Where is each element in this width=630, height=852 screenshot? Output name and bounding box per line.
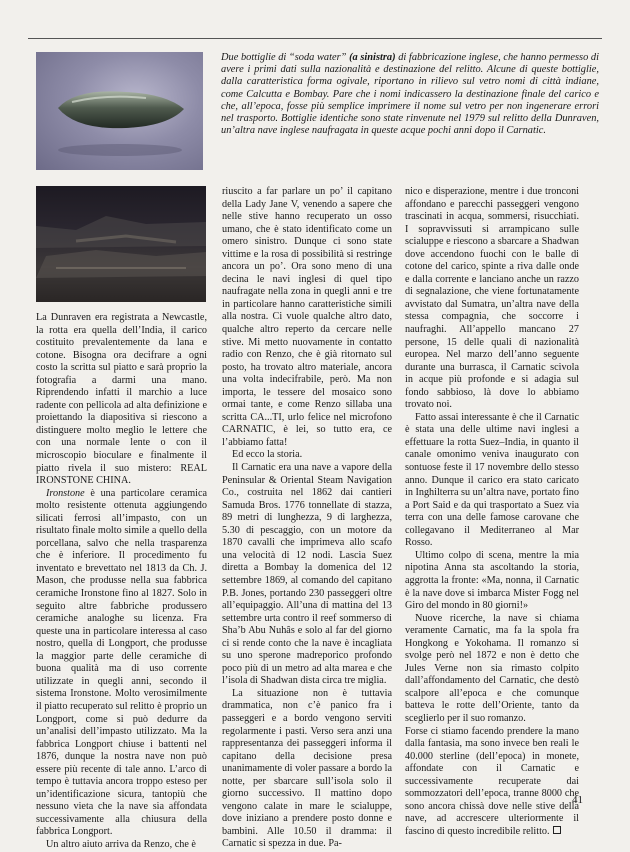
paragraph: Nuove ricerche, la nave si chiama veramente Carnatic, ma fa la spola fra Hongkong e Yokohama. Il romanzo si svolge però nel 1872 e non è detto che Jules Verne non sia rimasto colpito dall’affondamento del Carnatic, che destò scalpore all’epoca e che comunque batteva le rotte dell’Oriente, tanto da sceglierlo per il suo romanzo.	[405, 612, 579, 724]
paragraph: riuscito a far parlare un po’ il capitano della Lady Jane V, venendo a sapere che nelle stive hanno recuperato un osso umano, che è stato identificato come un omero sinistro. Dunque ci sono state vittime e la rosa di possibilità si restringe ancora un po’. Ora sono meno di una decina le navi inglesi di quel tipo naufragate nella zona in quegli anni e tre in particolare hanno caratteristiche simili alla nostra. Ci vuole qualche altro dato, qualche altro reperto da cercare nelle stive. Mi metto nuovamente in contatto radio con Renzo, che è già ritornato sul posto, ha trovato altro materiale, ancora una volta indecifrabile, però. Ma non importa, le tessere del mosaico sono ormai tante, e come Renzo sillaba una scritta CA...TI, urlo felice nel microfono CARNATIC, è lei, so tutto era, ce l’abbiamo fatta!	[222, 186, 392, 448]
paragraph: Ultimo colpo di scena, mentre la mia nipotina Anna sta ascoltando la storia, aggrotta la fronte: «Ma, nonna, il Carnatic è la nave dove si imbarca Mister Fogg nel Giro del mondo in 80 giorni!»	[405, 549, 579, 612]
paragraph: Un altro aiuto arriva da Renzo, che è	[46, 838, 196, 850]
paragraph: La Dunraven era registrata a Newcastle, la rotta era quella dell’India, il carico costituito prevalentemente da lana e cotone. Bisogna ora decifrare a ogni costo la scritta sul piatto e sarà proprio la fotografia a darmi una mano. Riprendendo infatti il marchio a luce radente con pellicola ad alta definizione e proiettando la diapositiva si riescono a distinguere molto meglio le lettere che con una normale lente o con il microscopio bioculare e finalmente il piatto rivela il suo mistero: REAL IRONSTONE CHINA.	[36, 312, 207, 487]
paragraph: Fatto assai interessante è che il Carnatic è stata una delle ultime navi inglesi a effettuare la rotta Suez–India, in quanto il canale omonimo veniva inaugurato con sontuose feste il 17 novembre dello stesso anno. Dunque il carico era stato caricato in Inghilterra su un’altra nave, portato fino a Port Said e da qui trasportato a Suez via terra con una delle famose carovane che collegavano il Mediterraneo al Mar Rosso.	[405, 411, 579, 549]
soda-bottle-photo	[36, 52, 203, 170]
text-column-3	[405, 186, 579, 838]
paragraph: Forse ci stiamo facendo prendere la mano dalla fantasia, ma sono invece ben reali le 40.000 sterline (dell’epoca) in monete, affondate con il Carnatic e successivamente recuperate dai sommozzatori dell’epoca, tranne 8000 che sono ancora chissà dove nelle stive della nave, ad accrescere ulteriormente il fascino di questo incredibile relitto.	[405, 725, 579, 837]
text-column-2	[222, 186, 392, 851]
top-rule	[28, 38, 602, 39]
caption-bold: (a sinistra)	[349, 52, 396, 63]
wreck-underwater-photo	[36, 186, 206, 302]
paragraph: Ed ecco la storia.	[232, 449, 303, 461]
page-number: 41	[572, 794, 583, 806]
paragraph: nico e disperazione, mentre i due tronconi affondano e parecchi passeggeri vengono trascinati in acqua, sommersi, risucchiati. I sopravvissuti si arrampicano sulle scialuppe e riescono a sbarcare a Shadwan dove accendono fuochi con le balle di cotone del carico, spinte a riva dalle onde e dalla corrente e lanciano anche un razzo di segnalazione, che viene fortunatamente avvistato dal Sumatra, un’altra nave della stessa compagnia, che soccorre i naufraghi. All’appello mancano 27 persone, 15 delle quali di nazionalità europea. Nel marzo dell’anno seguente durante una burrasca, il Carnatic scivola in acque più profonde e si adagia sul fondo sabbioso, là dove lo abbiamo trovato noi.	[405, 186, 579, 411]
paragraph: Ironstone è una particolare ceramica molto resistente ottenuta aggiungendo silicati ferrosi all’impasto, con un risultato finale molto simile a quello della porcellana, salvo che nella trasparenza che è inferiore. Il procedimento fu inventato e brevettato nel 1813 da Ch. J. Mason, che produsse nella sua fabbrica ceramiche Ironstone fino al 1827. Solo in seguito altre fabbriche produssero ceramiche analoghe su licenza. Fra queste una in particolare interessa al caso nostro, quella di Longport, che produsse la maggior parte delle ceramiche di buona qualità ma di uso corrente utilizzate in quegli anni, secondo il sistema Ironstone. Molto verosimilmente il piatto recuperato sul relitto è proprio un Longport, come si può dedurre da un’analisi dell’impasto utilizzato. Ma la fabbrica Longport chiuse i battenti nel 1876, dunque la nostra nave non può essere più recente di tale anno. L’arco di tempo è tuttavia ancora troppo esteso per un’identificazione sicura, tantopiù che nessuno vieta che la nave sia affondata successivamente alla chiusura della fabbrica Longport.	[36, 487, 207, 838]
paragraph: Il Carnatic era una nave a vapore della Peninsular & Oriental Steam Navigation Co., costruita nel 1862 dai cantieri Samuda Bros. 1776 tonnellate di stazza, 89 metri di lunghezza, 9 di larghezza, 5.30 di pescaggio, con un motore da 1870 cavalli che imprimeva allo scafo una velocità di 12 nodi. Lascia Suez diretta a Bombay la domenica del 12 settembre 1869, al comando del capitano P.B. Jones, portando 230 passeggeri oltre all’equipaggio. All’una di mattina del 13 settembre urta contro il reef sommerso di Sha’b Abu Nuhâs e solo al far del giorno ci si rende conto che la nave è incagliata su uno sperone madreporico profondo poco più di un metro ad alta marea e che l’isola di Shadwan dista circa tre miglia.	[222, 462, 392, 687]
text-column-1	[36, 312, 207, 852]
photo-caption: Due bottiglie di “soda water” (a sinistra) di fabbricazione inglese, che hanno permesso di avere i primi dati sulla nazionalità e destinazione del relitto. Alcune di queste bottiglie, dalla caratteristica forma ogivale, riportano in rilievo sul vetro nomi di città indiane, come Calcutta e Bombay. Pare che i nomi indicassero la destinazione finale del carico e che, all’epoca, fosse più semplice imprimere il nome sul vetro per non ingenerare errori nel trasporto. Bottiglie identiche sono state rinvenute nel 1979 sul relitto della Dunraven, un’altra nave inglese naufragata in queste acque pochi anni dopo il Carnatic.	[221, 52, 599, 137]
end-mark	[553, 826, 561, 834]
paragraph: La situazione non è tuttavia drammatica, non c’è panico fra i passeggeri e a bordo vengono serviti regolarmente i pasti. Verso sera anzi una rappresentanza dei passeggeri informa il capitano della decisione presa unanimamente di voler passare a bordo la notte, per sbarcare sull’isola solo il giorno successivo. Il mattino dopo vengono calate in mare le scialuppe, dove iniziano a prendere posto donne e bambini. Alle 10.50 il dramma: il Carnatic si spezza in due. Pa-	[222, 687, 392, 850]
